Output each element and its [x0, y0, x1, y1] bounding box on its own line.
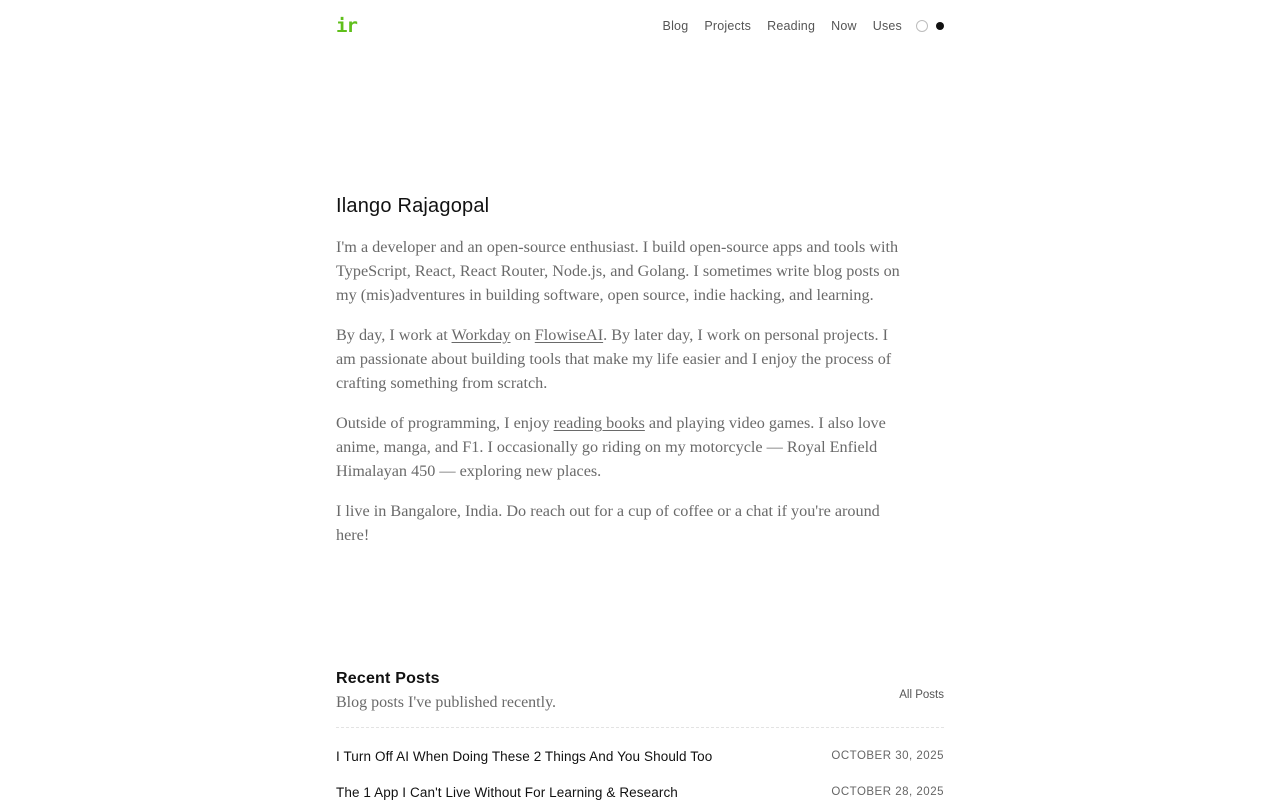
- post-title-link[interactable]: The 1 App I Can't Live Without For Learning & Research: [336, 784, 678, 800]
- bio-text: Outside of programming, I enjoy: [336, 414, 554, 432]
- recent-posts-title: Recent Posts: [336, 670, 440, 687]
- page-title: Ilango Rajagopal: [336, 195, 490, 217]
- logo-home-link[interactable]: ir: [336, 14, 357, 37]
- dark-theme-icon[interactable]: [936, 22, 944, 30]
- bio-paragraph-4: I live in Bangalore, India. Do reach out for a cup of coffee or a chat if you're around here!: [336, 502, 880, 544]
- workday-link[interactable]: Workday: [451, 326, 511, 344]
- bio-paragraph-2: [336, 323, 906, 395]
- page-container: [336, 0, 944, 800]
- theme-toggle: [916, 20, 944, 32]
- bio-text: and playing video games. I also love anime, manga, and F1. I occasionally go riding on my motorcycle — Royal Enfield Himalayan 450 — exploring new places.: [336, 414, 886, 480]
- post-date: OCTOBER 30, 2025: [831, 750, 944, 762]
- intro-section: [336, 194, 944, 547]
- nav-now[interactable]: Now: [831, 19, 857, 33]
- bio-paragraph-1: I'm a developer and an open-source enthusiast. I build open-source apps and tools with TypeScript, React, React Router, Node.js, and Golang. I sometimes write blog posts on my (mis)adventures in building software, open source, indie hacking, and learning.: [336, 238, 900, 304]
- list-item: [336, 774, 944, 800]
- bio-text: . By later day, I work on personal projects. I am passionate about building tools that make my life easier and I enjoy the process of crafting something from scratch.: [336, 326, 892, 392]
- bio: [336, 235, 906, 547]
- recent-posts-heading: [336, 668, 556, 715]
- bio-paragraph-3: [336, 411, 906, 483]
- nav-blog[interactable]: Blog: [662, 19, 689, 33]
- flowiseai-link[interactable]: FlowiseAI: [534, 326, 604, 344]
- reading-books-link[interactable]: reading books: [553, 414, 645, 432]
- bio-text: By day, I work at: [336, 326, 452, 344]
- post-date: OCTOBER 28, 2025: [831, 786, 944, 798]
- post-title-link[interactable]: I Turn Off AI When Doing These 2 Things And You Should Too: [336, 748, 713, 764]
- bio-text: on: [510, 326, 535, 344]
- nav-uses[interactable]: Uses: [872, 19, 902, 33]
- main-nav: [647, 19, 944, 33]
- all-posts-link[interactable]: All Posts: [899, 689, 944, 701]
- site-header: [336, 0, 944, 52]
- nav-projects[interactable]: Projects: [704, 19, 752, 33]
- light-theme-icon[interactable]: [916, 20, 928, 32]
- recent-posts-section: [336, 668, 944, 800]
- list-item: [336, 738, 944, 774]
- post-list: [336, 738, 944, 800]
- recent-posts-header: [336, 668, 944, 728]
- recent-posts-subtitle: Blog posts I've published recently.: [336, 694, 557, 711]
- nav-reading[interactable]: Reading: [767, 19, 816, 33]
